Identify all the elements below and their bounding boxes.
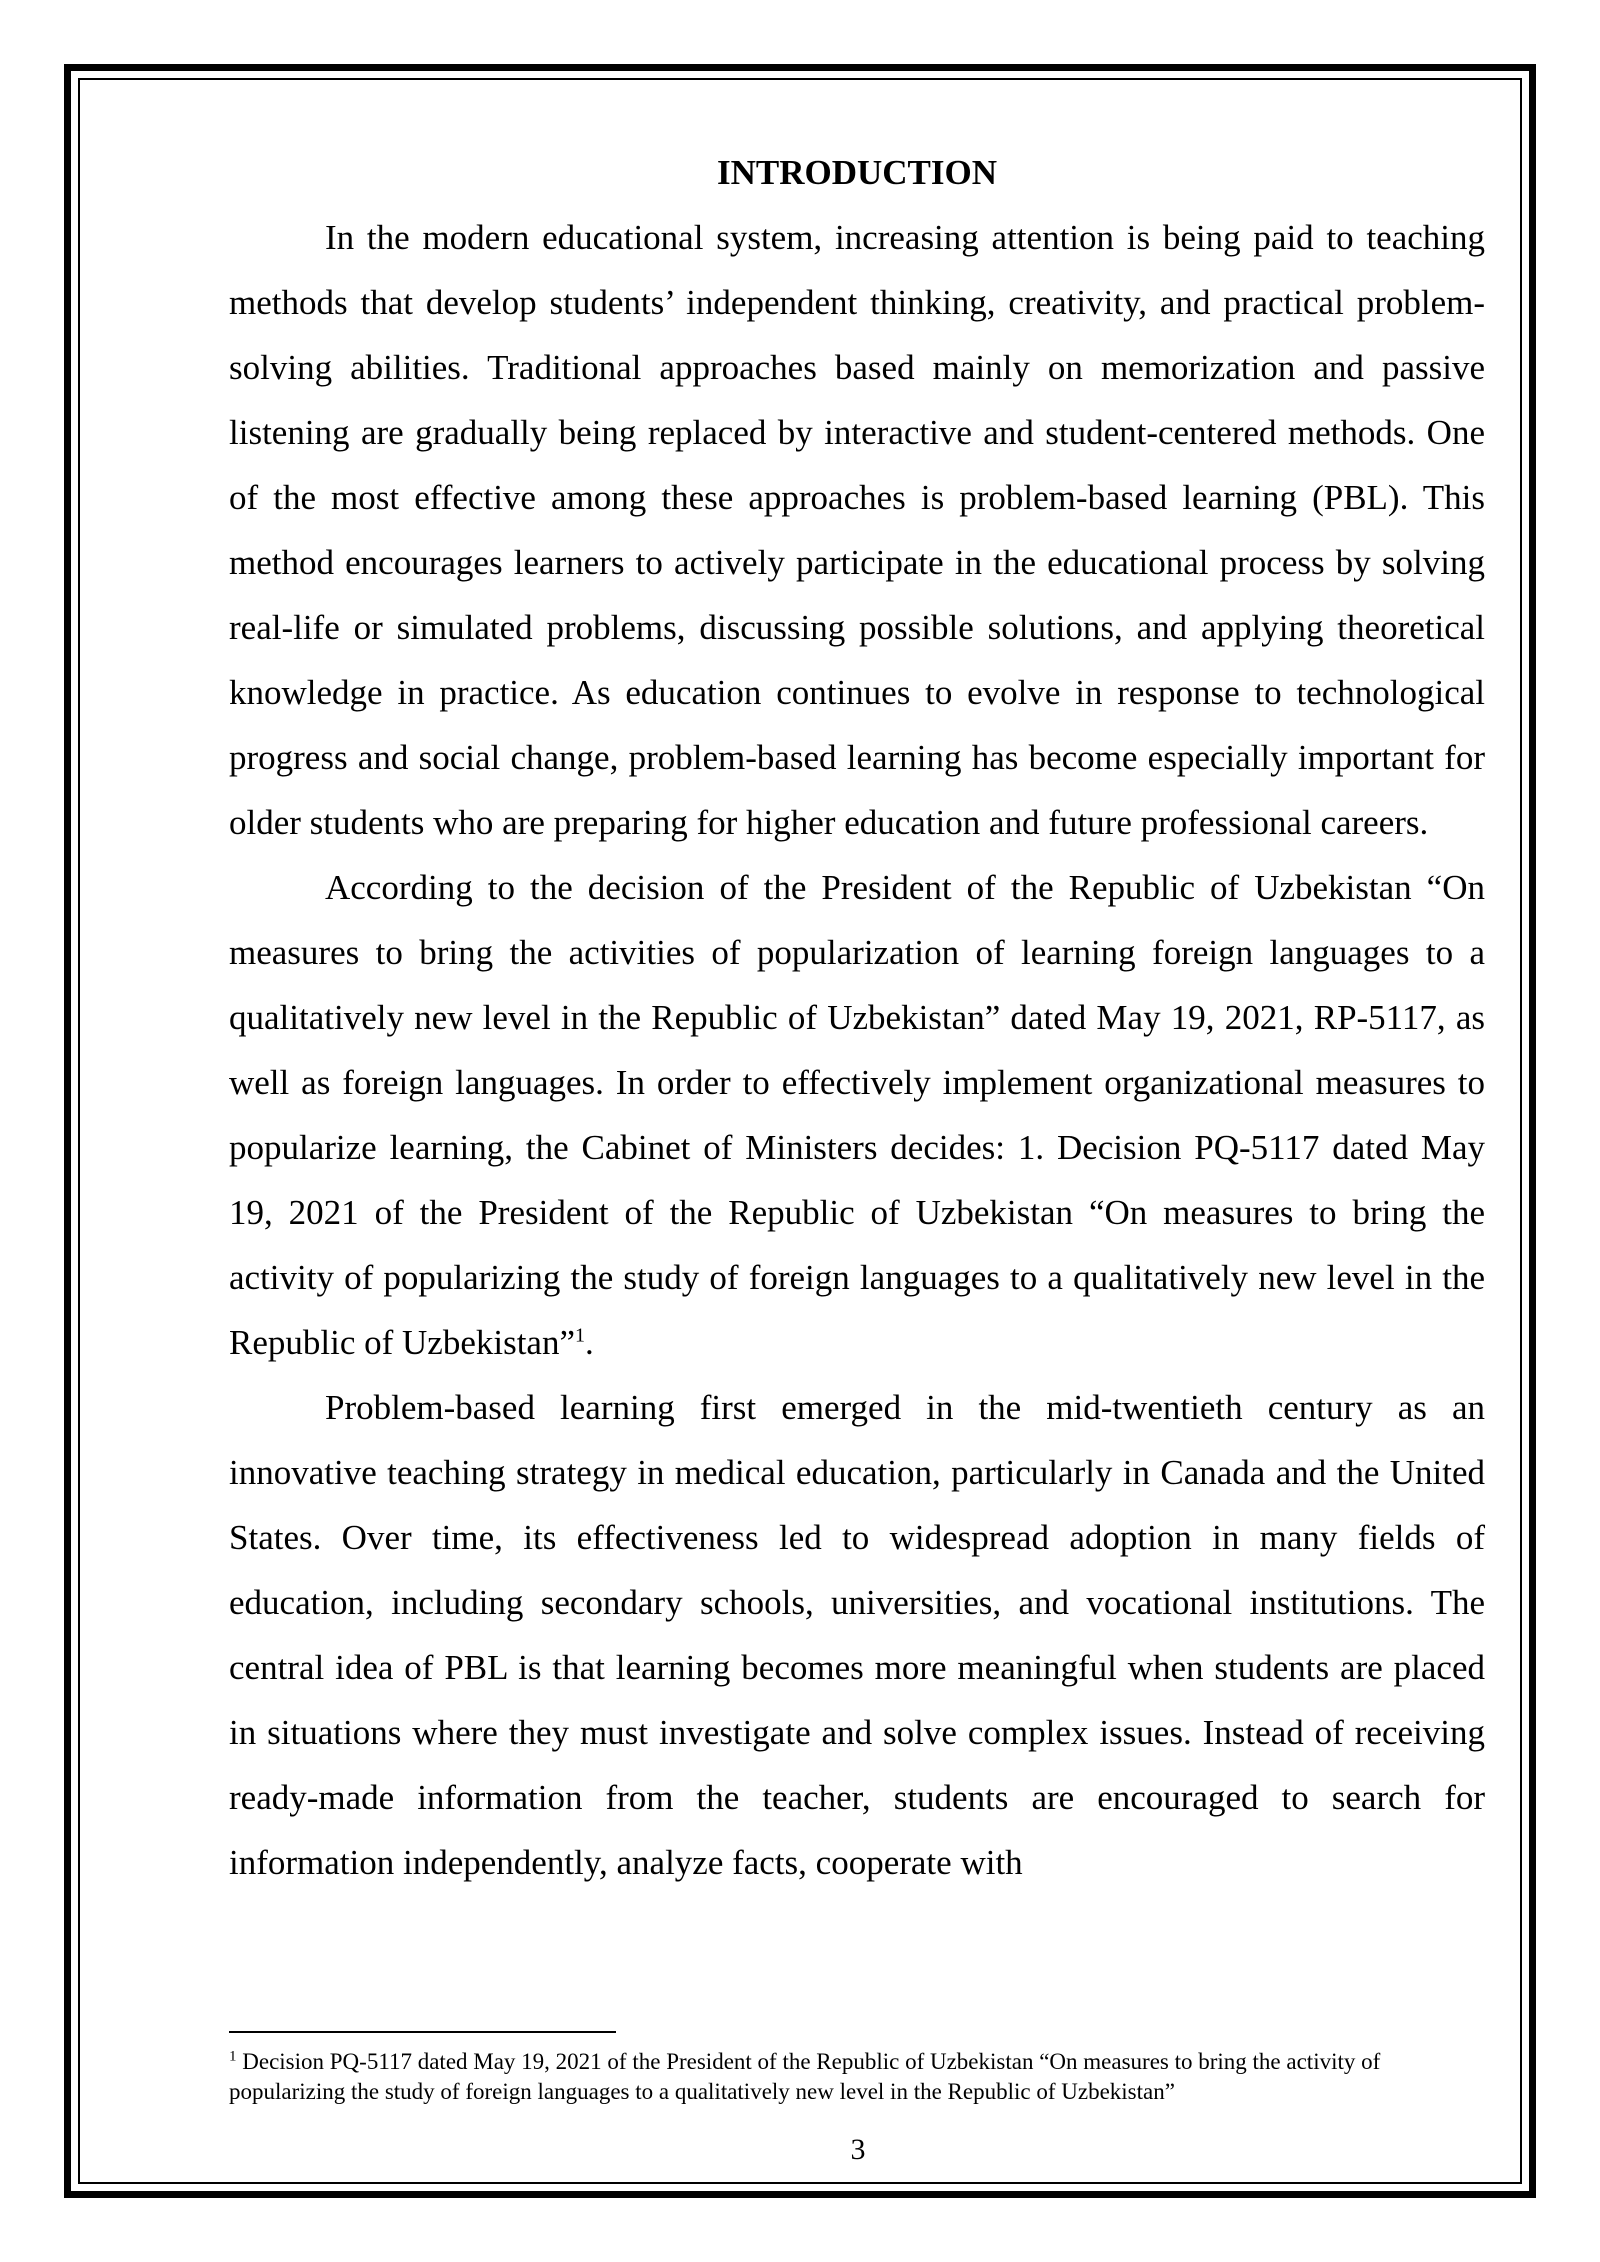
footnote-text: Decision PQ-5117 dated May 19, 2021 of the President of the Republic of Uzbekistan “On measures to bring the activity of popularizing the study of foreign languages to a qualitatively new level in the Republic of Uzbekistan”: [229, 2049, 1381, 2104]
footnote-separator: [229, 2031, 616, 2033]
page-number: 3: [850, 2133, 866, 2166]
footnote: [229, 2047, 1485, 2107]
footnote-marker: 1: [229, 2048, 237, 2065]
paragraph-text: In the modern educational system, increasing attention is being paid to teaching methods that develop students’ independent thinking, creativity, and practical problem-solving abilities. Traditional approaches based mainly on memorization and passive listening are gradually being replaced by interactive and student-centered methods. One of the most effective among these approaches is problem-based learning (PBL). This method encourages learners to actively participate in the educational process by solving real-life or simulated problems, discussing possible solutions, and applying theoretical knowledge in practice. As education continues to evolve in response to technological progress and social change, problem-based learning has become especially important for older students who are preparing for higher education and future professional careers.: [229, 218, 1485, 842]
paragraph-presidential-decision: [229, 855, 1485, 1375]
sentence-end-period: .: [585, 1323, 594, 1362]
paragraph-text: According to the decision of the President of the Republic of Uzbekistan “On measures to bring the activities of popularization of learning foreign languages to a qualitatively new level in the Republic of Uzbekistan” dated May 19, 2021, RP-5117, as well as foreign languages. In order to effectively implement organizational measures to popularize learning, the Cabinet of Ministers decides: 1. Decision PQ-5117 dated May 19, 2021 of the President of the Republic of Uzbekistan “On measures to bring the activity of popularizing the study of foreign languages to a qualitatively new level in the Republic of Uzbekistan”: [229, 868, 1485, 1362]
paragraph-pbl-history: [229, 1375, 1485, 1895]
footnote-reference[interactable]: 1: [575, 1324, 586, 1347]
section-heading: INTRODUCTION: [716, 153, 998, 192]
paragraph-pbl-overview: [229, 205, 1485, 855]
page-body: [229, 140, 1485, 1895]
paragraph-text: Problem-based learning first emerged in the mid-twentieth century as an innovative teaching strategy in medical education, particularly in Canada and the United States. Over time, its effectiveness led to widespread adoption in many fields of education, including secondary schools, universities, and vocational institutions. The central idea of PBL is that learning becomes more meaningful when students are placed in situations where they must investigate and solve complex issues. Instead of receiving ready-made information from the teacher, students are encouraged to search for information independently, analyze facts, cooperate with: [229, 1388, 1485, 1882]
